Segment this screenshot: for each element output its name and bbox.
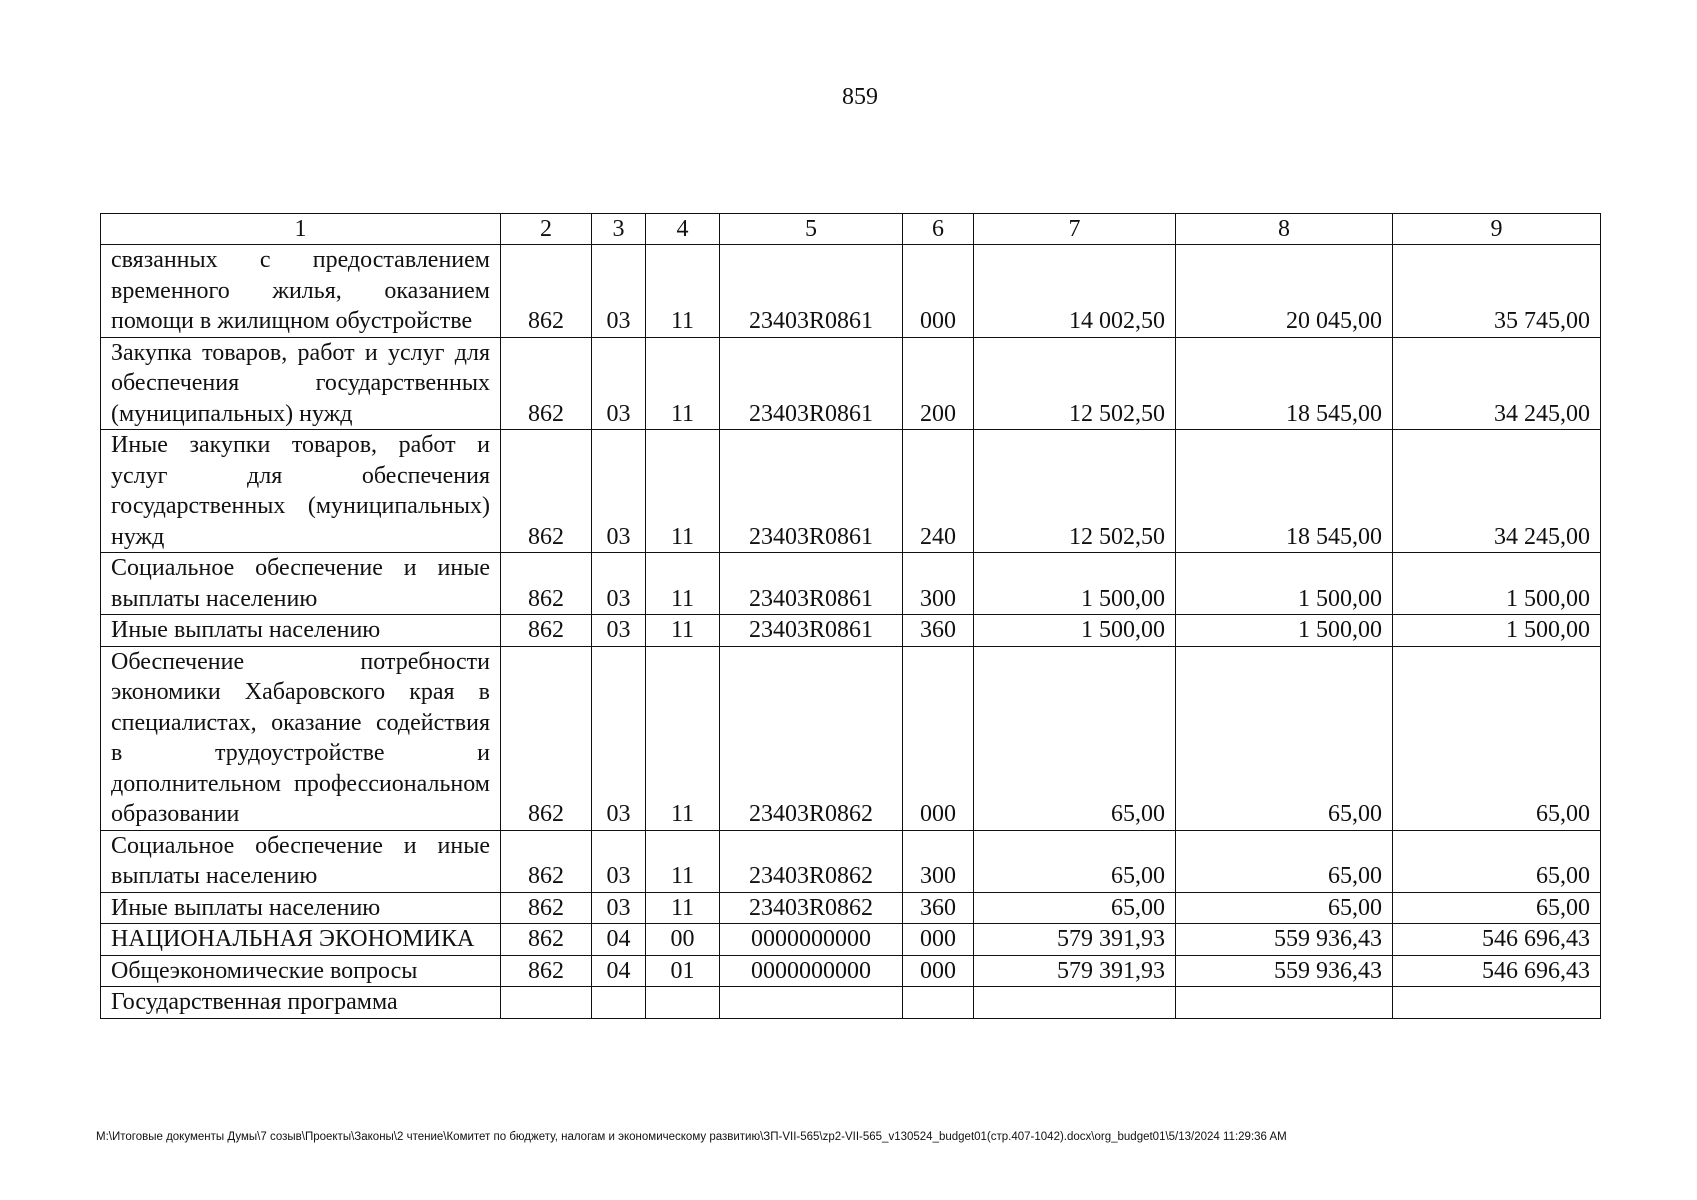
row-description: связанных с предоставлением временного жилья, оказанием помощи в жилищном обустройстве	[101, 245, 501, 338]
table-row	[101, 924, 1601, 956]
cell-amount-col9: 34 245,00	[1393, 430, 1601, 553]
cell-subsection-code: 11	[646, 430, 720, 553]
cell-target-article: 23403R0861	[720, 615, 903, 647]
cell-target-article: 23403R0861	[720, 245, 903, 338]
cell-amount-col9: 546 696,43	[1393, 924, 1601, 956]
cell-subsection-code	[646, 987, 720, 1019]
cell-expense-type: 200	[903, 337, 974, 430]
cell-target-article	[720, 987, 903, 1019]
cell-ministry-code: 862	[501, 430, 592, 553]
page-number: 859	[842, 84, 878, 110]
cell-ministry-code: 862	[501, 553, 592, 615]
budget-table	[100, 213, 1601, 1019]
cell-target-article: 23403R0861	[720, 553, 903, 615]
table-row	[101, 646, 1601, 830]
cell-target-article: 23403R0861	[720, 430, 903, 553]
cell-expense-type: 360	[903, 615, 974, 647]
cell-amount-col7: 579 391,93	[974, 924, 1176, 956]
column-header: 5	[720, 214, 903, 245]
cell-section-code	[592, 987, 646, 1019]
cell-amount-col9	[1393, 987, 1601, 1019]
cell-expense-type: 000	[903, 646, 974, 830]
cell-amount-col7: 1 500,00	[974, 615, 1176, 647]
cell-subsection-code: 11	[646, 245, 720, 338]
cell-amount-col8: 18 545,00	[1176, 430, 1393, 553]
table-row	[101, 553, 1601, 615]
column-header: 1	[101, 214, 501, 245]
cell-ministry-code: 862	[501, 245, 592, 338]
cell-amount-col7: 579 391,93	[974, 955, 1176, 987]
row-description: Иные выплаты населению	[101, 892, 501, 924]
row-description: Общеэкономические вопросы	[101, 955, 501, 987]
cell-section-code: 03	[592, 892, 646, 924]
table-row	[101, 337, 1601, 430]
column-header: 4	[646, 214, 720, 245]
row-description: Закупка товаров, работ и услуг для обеспечения государственных (муниципальных) нужд	[101, 337, 501, 430]
cell-amount-col8: 20 045,00	[1176, 245, 1393, 338]
cell-section-code: 03	[592, 245, 646, 338]
cell-section-code: 03	[592, 337, 646, 430]
cell-expense-type: 300	[903, 553, 974, 615]
column-header: 7	[974, 214, 1176, 245]
table-row	[101, 430, 1601, 553]
cell-subsection-code: 01	[646, 955, 720, 987]
table-row	[101, 955, 1601, 987]
column-header: 8	[1176, 214, 1393, 245]
cell-amount-col9: 1 500,00	[1393, 615, 1601, 647]
row-description: Иные закупки товаров, работ и услуг для обеспечения государственных (муниципальных) нужд	[101, 430, 501, 553]
cell-amount-col9: 35 745,00	[1393, 245, 1601, 338]
table-row	[101, 987, 1601, 1019]
table-row	[101, 892, 1601, 924]
cell-target-article: 23403R0861	[720, 337, 903, 430]
cell-amount-col7: 65,00	[974, 646, 1176, 830]
cell-section-code: 03	[592, 615, 646, 647]
cell-amount-col8: 559 936,43	[1176, 955, 1393, 987]
cell-amount-col9: 65,00	[1393, 830, 1601, 892]
cell-amount-col8: 65,00	[1176, 646, 1393, 830]
row-description: Иные выплаты населению	[101, 615, 501, 647]
cell-section-code: 03	[592, 430, 646, 553]
table-row	[101, 615, 1601, 647]
cell-subsection-code: 11	[646, 892, 720, 924]
cell-amount-col9: 65,00	[1393, 892, 1601, 924]
cell-expense-type	[903, 987, 974, 1019]
cell-section-code: 03	[592, 646, 646, 830]
column-header: 3	[592, 214, 646, 245]
table-row	[101, 830, 1601, 892]
cell-amount-col8: 1 500,00	[1176, 615, 1393, 647]
cell-amount-col9: 1 500,00	[1393, 553, 1601, 615]
cell-subsection-code: 00	[646, 924, 720, 956]
footer-file-path: М:\Итоговые документы Думы\7 созыв\Проекты\Законы\2 чтение\Комитет по бюджету, налогам и экономическому развитию\ЗП-VII-565\zp2-VII-565_v130524_budget01(стр.407-1042).docx\org_budget01\5/13/2024 11:29:36 AM	[96, 1131, 1287, 1143]
row-description: НАЦИОНАЛЬНАЯ ЭКОНОМИКА	[101, 924, 501, 956]
cell-amount-col8: 559 936,43	[1176, 924, 1393, 956]
cell-subsection-code: 11	[646, 615, 720, 647]
cell-expense-type: 000	[903, 924, 974, 956]
cell-section-code: 03	[592, 553, 646, 615]
cell-amount-col9: 34 245,00	[1393, 337, 1601, 430]
cell-ministry-code: 862	[501, 337, 592, 430]
cell-amount-col7: 65,00	[974, 892, 1176, 924]
cell-subsection-code: 11	[646, 553, 720, 615]
cell-section-code: 04	[592, 924, 646, 956]
cell-expense-type: 000	[903, 245, 974, 338]
cell-expense-type: 000	[903, 955, 974, 987]
cell-target-article: 23403R0862	[720, 830, 903, 892]
column-header: 9	[1393, 214, 1601, 245]
cell-subsection-code: 11	[646, 646, 720, 830]
cell-target-article: 23403R0862	[720, 646, 903, 830]
cell-ministry-code: 862	[501, 615, 592, 647]
cell-amount-col8: 65,00	[1176, 830, 1393, 892]
cell-ministry-code: 862	[501, 646, 592, 830]
cell-amount-col7: 65,00	[974, 830, 1176, 892]
cell-expense-type: 360	[903, 892, 974, 924]
row-description: Социальное обеспечение и иные выплаты населению	[101, 553, 501, 615]
cell-amount-col7: 12 502,50	[974, 430, 1176, 553]
cell-target-article: 0000000000	[720, 924, 903, 956]
cell-amount-col7	[974, 987, 1176, 1019]
cell-ministry-code: 862	[501, 924, 592, 956]
cell-amount-col7: 14 002,50	[974, 245, 1176, 338]
table-header-row	[101, 214, 1601, 245]
cell-section-code: 03	[592, 830, 646, 892]
cell-ministry-code: 862	[501, 955, 592, 987]
cell-expense-type: 300	[903, 830, 974, 892]
cell-amount-col9: 65,00	[1393, 646, 1601, 830]
cell-amount-col8: 65,00	[1176, 892, 1393, 924]
cell-subsection-code: 11	[646, 830, 720, 892]
cell-amount-col8: 1 500,00	[1176, 553, 1393, 615]
cell-target-article: 0000000000	[720, 955, 903, 987]
cell-section-code: 04	[592, 955, 646, 987]
cell-amount-col8	[1176, 987, 1393, 1019]
row-description: Социальное обеспечение и иные выплаты населению	[101, 830, 501, 892]
row-description: Обеспечение потребности экономики Хабаровского края в специалистах, оказание содействия в трудоустройстве и дополнительном профессиональном образовании	[101, 646, 501, 830]
cell-amount-col7: 1 500,00	[974, 553, 1176, 615]
column-header: 2	[501, 214, 592, 245]
row-description: Государственная программа	[101, 987, 501, 1019]
cell-ministry-code: 862	[501, 830, 592, 892]
cell-subsection-code: 11	[646, 337, 720, 430]
cell-amount-col9: 546 696,43	[1393, 955, 1601, 987]
cell-ministry-code	[501, 987, 592, 1019]
cell-expense-type: 240	[903, 430, 974, 553]
cell-amount-col8: 18 545,00	[1176, 337, 1393, 430]
cell-target-article: 23403R0862	[720, 892, 903, 924]
cell-amount-col7: 12 502,50	[974, 337, 1176, 430]
column-header: 6	[903, 214, 974, 245]
table-row	[101, 245, 1601, 338]
cell-ministry-code: 862	[501, 892, 592, 924]
